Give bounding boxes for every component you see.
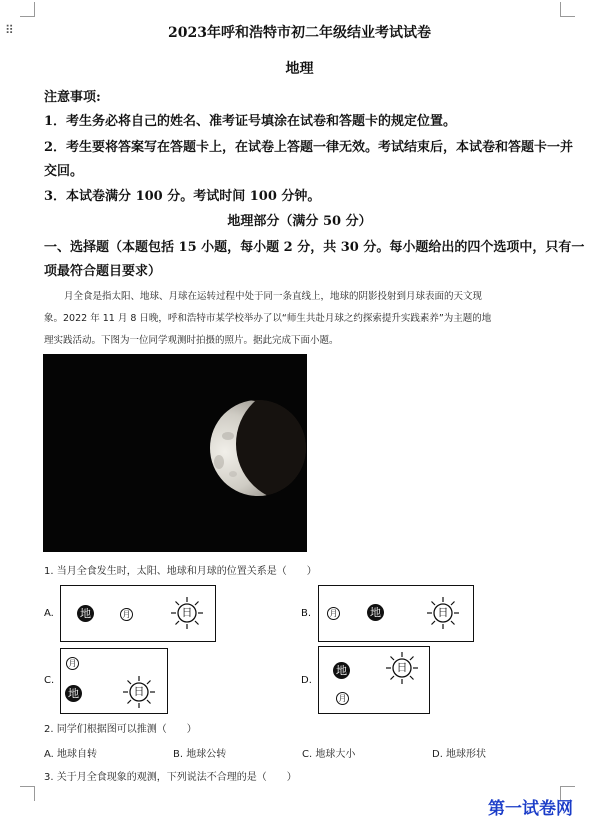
sun-icon bbox=[386, 652, 418, 684]
earth-icon: 地 bbox=[65, 685, 82, 702]
option-b-label[interactable]: B. bbox=[301, 608, 312, 619]
passage-line: 月全食是指太阳、地球、月球在运转过程中处于同一条直线上，地球的阴影投射到月球表面的天文现 bbox=[64, 291, 483, 302]
notice-item-1: 1．考生务必将自己的姓名、准考证号填涂在试卷和答题卡的规定位置。 bbox=[44, 114, 457, 129]
moon-icon: 月 bbox=[336, 692, 349, 705]
earth-icon: 地 bbox=[77, 605, 94, 622]
lunar-eclipse-photo bbox=[43, 354, 307, 552]
sun-icon bbox=[123, 676, 155, 708]
option-d-label[interactable]: D. bbox=[301, 675, 312, 686]
option-d-diagram[interactable] bbox=[318, 646, 430, 714]
q2-option-b[interactable]: B. 地球公转 bbox=[173, 749, 227, 760]
sun-label: 日 bbox=[396, 661, 408, 674]
page-corner-mark bbox=[20, 2, 35, 17]
option-c-diagram[interactable] bbox=[60, 648, 168, 714]
sun-icon bbox=[171, 597, 203, 629]
q2-option-c[interactable]: C. 地球大小 bbox=[302, 749, 356, 760]
option-b-diagram[interactable] bbox=[318, 585, 474, 642]
page-corner-mark bbox=[20, 786, 35, 801]
notice-heading: 注意事项: bbox=[44, 90, 101, 105]
passage-line: 象。2022 年 11 月 8 日晚，呼和浩特市某学校举办了以“师生共赴月球之约探索提升实践素养”为主题的地 bbox=[44, 313, 492, 324]
moon-icon: 月 bbox=[327, 607, 340, 620]
q2-option-a[interactable]: A. 地球自转 bbox=[44, 749, 98, 760]
passage-line: 理实践活动。下图为一位同学观测时拍摄的照片。据此完成下面小题。 bbox=[44, 335, 339, 346]
question-3: 3. 关于月全食现象的观测，下列说法不合理的是（ ） bbox=[44, 772, 297, 783]
section-instruction-cont: 项最符合题目要求） bbox=[44, 264, 162, 279]
question-1: 1. 当月全食发生时，太阳、地球和月球的位置关系是（ ） bbox=[44, 566, 317, 577]
earth-icon: 地 bbox=[367, 604, 384, 621]
moon-icon: 月 bbox=[120, 608, 133, 621]
sun-label: 日 bbox=[133, 685, 145, 698]
notice-item-2: 2．考生要将答案写在答题卡上，在试卷上答题一律无效。考试结束后，本试卷和答题卡一并 bbox=[44, 140, 574, 155]
earth-icon: 地 bbox=[333, 662, 350, 679]
question-2: 2. 同学们根据图可以推测（ ） bbox=[44, 724, 197, 735]
moon-icon: 月 bbox=[66, 657, 79, 670]
option-c-label[interactable]: C. bbox=[44, 675, 55, 686]
notice-item-3: 3．本试卷满分 100 分。考试时间 100 分钟。 bbox=[44, 189, 321, 204]
sun-icon bbox=[427, 597, 459, 629]
subject-title: 地理 bbox=[285, 61, 314, 77]
page-corner-mark bbox=[560, 2, 575, 17]
section-title: 地理部分（满分 50 分） bbox=[227, 214, 372, 229]
exam-title: 2023年呼和浩特市初二年级结业考试试卷 bbox=[168, 25, 431, 41]
section-instruction: 一、选择题（本题包括 15 小题，每小题 2 分，共 30 分。每小题给出的四个选项中，只有一 bbox=[44, 240, 585, 255]
option-a-diagram[interactable] bbox=[60, 585, 216, 642]
drag-handle-icon[interactable]: ⠿ bbox=[5, 23, 12, 37]
sun-label: 日 bbox=[437, 606, 449, 619]
site-watermark: 第一试卷网 bbox=[488, 799, 573, 819]
notice-item-2-cont: 交回。 bbox=[44, 164, 84, 179]
sun-label: 日 bbox=[181, 606, 193, 619]
option-a-label[interactable]: A. bbox=[44, 608, 54, 619]
q2-option-d[interactable]: D. 地球形状 bbox=[432, 749, 487, 760]
